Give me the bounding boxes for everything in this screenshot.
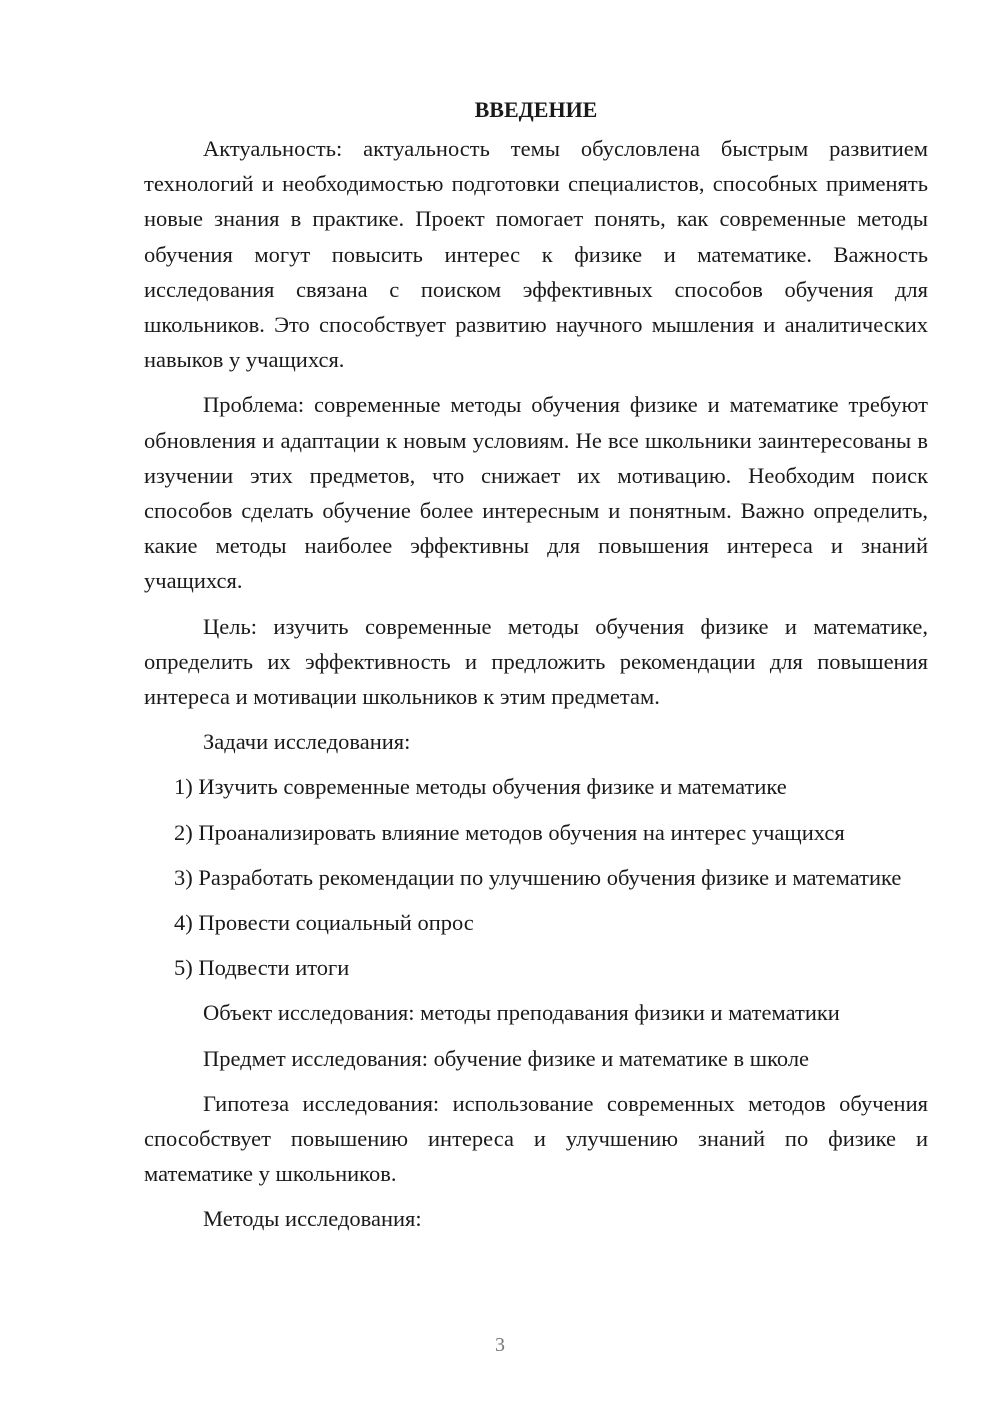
section-heading: ВВЕДЕНИЕ <box>474 97 598 122</box>
goal-paragraph: Цель: изучить современные методы обучения физике и математике, определить их эффективность и предложить рекомендации для повышения интереса и мотивации школьников к этим предметам. <box>144 613 928 710</box>
tasks-list <box>144 769 928 985</box>
subject-paragraph: Предмет исследования: обучение физике и математике в школе <box>203 1045 810 1071</box>
list-item: 2) Проанализировать влияние методов обучения на интерес учащихся <box>174 819 845 845</box>
object-paragraph: Объект исследования: методы преподавания физики и математики <box>203 1000 840 1026</box>
document-page <box>144 92 928 1247</box>
methods-title: Методы исследования: <box>203 1206 422 1232</box>
tasks-title: Задачи исследования: <box>203 729 411 755</box>
list-item: 3) Разработать рекомендации по улучшению обучения физике и математике <box>174 864 902 890</box>
list-item: 5) Подвести итоги <box>174 955 350 981</box>
list-item: 1) Изучить современные методы обучения физике и математике <box>174 774 787 800</box>
list-item: 4) Провести социальный опрос <box>174 910 474 936</box>
page-number: 3 <box>495 1334 505 1356</box>
problem-paragraph: Проблема: современные методы обучения физике и математике требуют обновления и адаптации к новым условиям. Не все школьники заинтересованы в изучении этих предметов, что снижает их мотивацию. Необходим поиск способов сделать обучение более интересным и понятным. Важно определить, какие методы наиболее эффективны для повышения интереса и знаний учащихся. <box>144 392 928 594</box>
hypothesis-paragraph: Гипотеза исследования: использование современных методов обучения способствует повышению интереса и улучшению знаний по физике и математике у школьников. <box>144 1090 928 1187</box>
relevance-paragraph: Актуальность: актуальность темы обусловлена быстрым развитием технологий и необходимостью подготовки специалистов, способных применять новые знания в практике. Проект помогает понять, как современные методы обучения могут повысить интерес к физике и математике. Важность исследования связана с поиском эффективных способов обучения для школьников. Это способствует развитию научного мышления и аналитических навыков у учащихся. <box>144 136 928 373</box>
